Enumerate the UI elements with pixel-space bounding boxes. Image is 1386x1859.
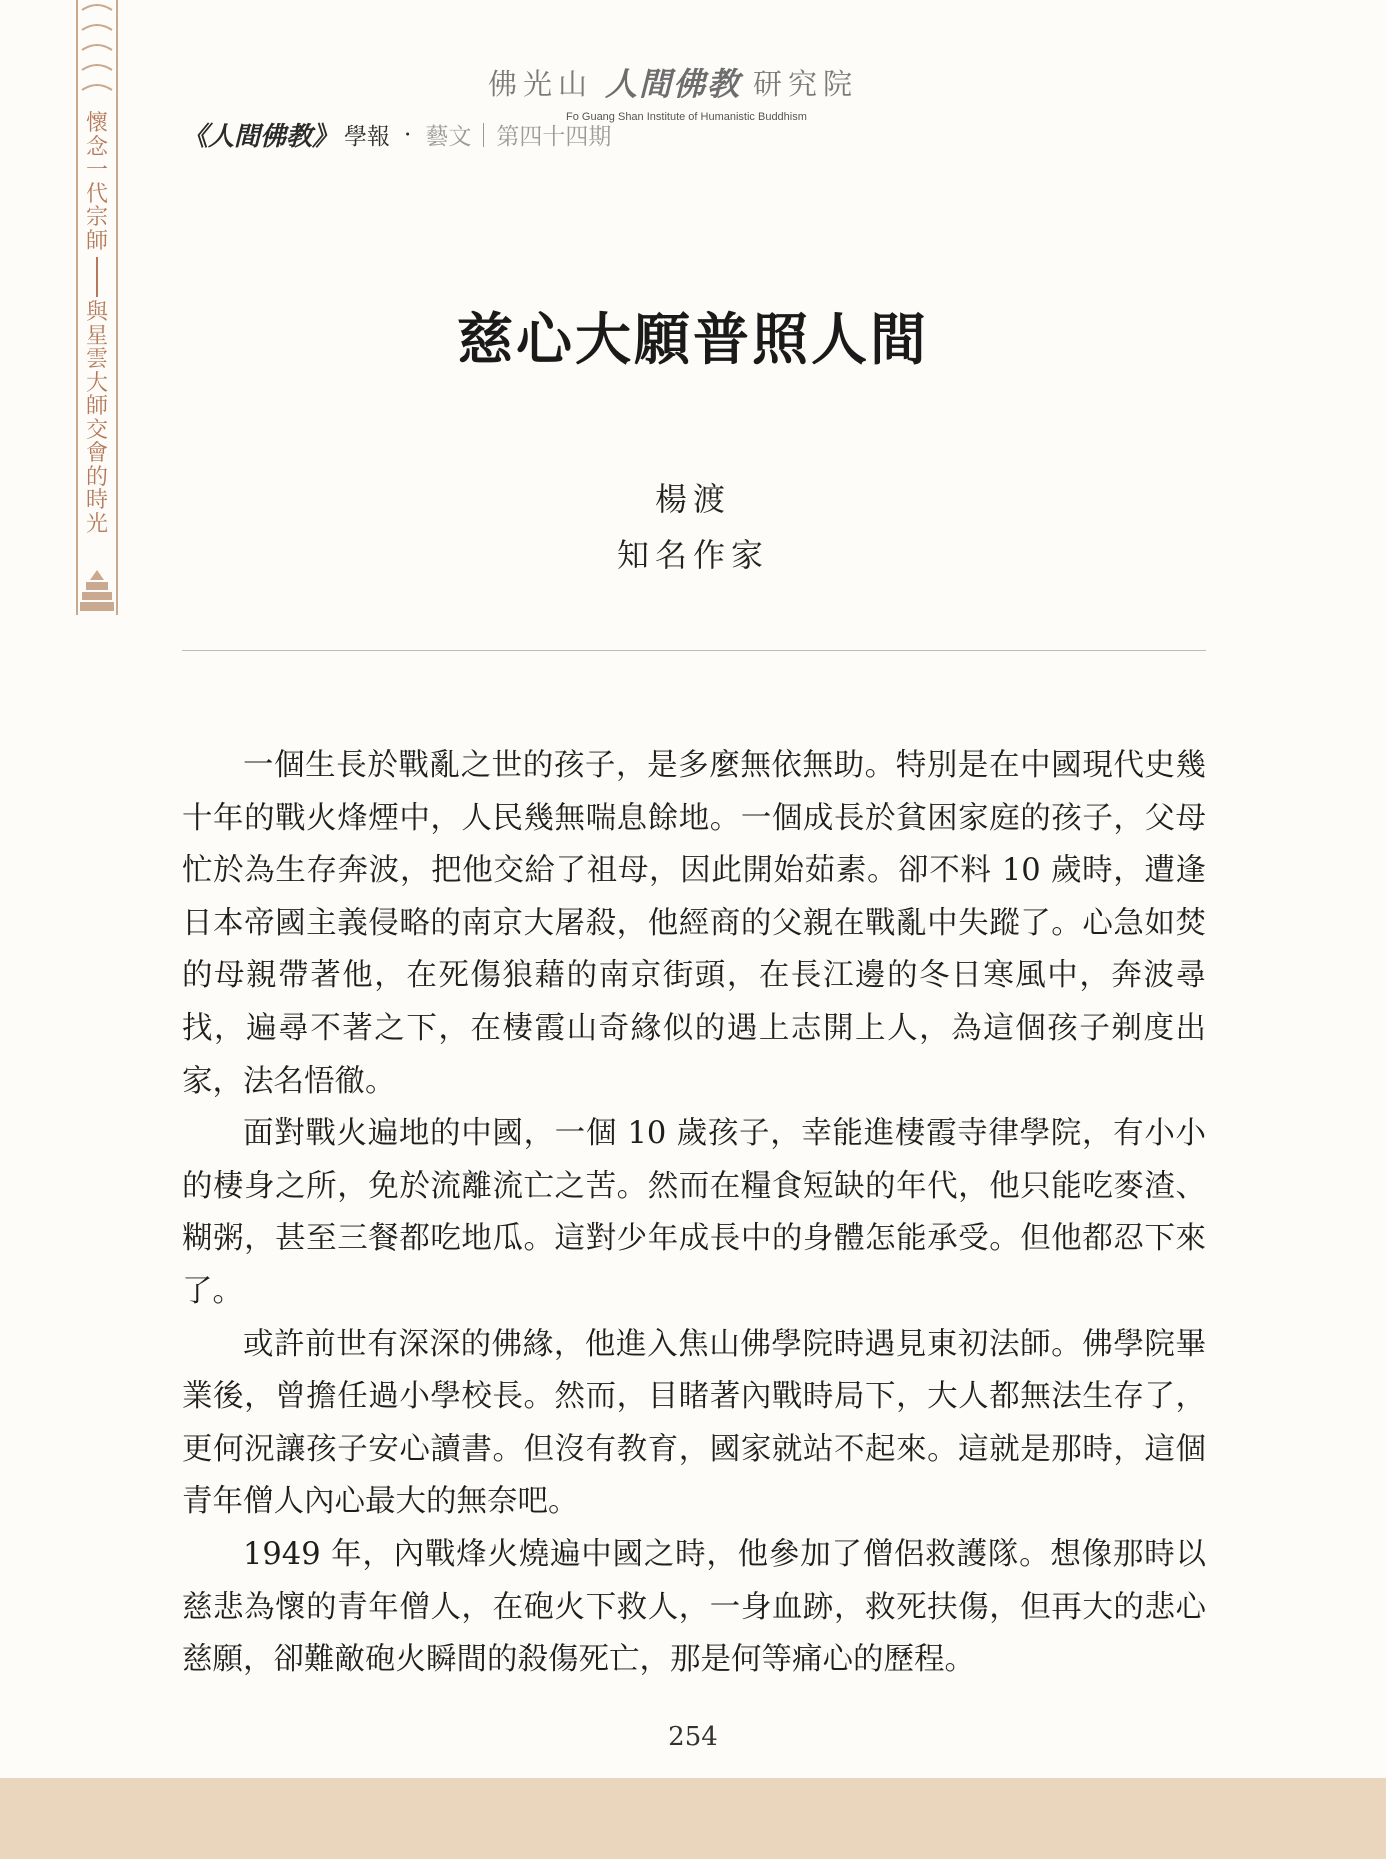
author-name: 楊渡 — [654, 480, 731, 518]
page-number: 254 — [668, 1722, 718, 1752]
body-paragraph: 一個生長於戰亂之世的孩子，是多麼無依無助。特別是在中國現代史幾十年的戰火烽煙中，人民幾無喘息餘地。一個成長於貧困家庭的孩子，父母忙於為生存奔波，把他交給了祖母，因此開始茹素。卻不料 10 歲時，遭逢日本帝國主義侵略的南京大屠殺，他經商的父親在戰亂中失蹤了。心急如焚的母親帶著他，在死傷狼藉的南京街頭，在長江邊的冬日寒風中，奔波尋找，遍尋不著之下，在棲霞山奇緣似的遇上志開上人，為這個孩子剃度出家，法名悟徹。 — [182, 748, 1206, 1099]
ribbon-char: 星 — [85, 323, 108, 349]
footer-band — [0, 1778, 1386, 1859]
article-title: 慈心大願普照人間 — [457, 307, 929, 373]
institute-suffix: 研究院 — [753, 66, 859, 101]
ribbon-char: 大 — [85, 370, 108, 396]
journal-name: 《人間佛教》 — [182, 122, 339, 152]
ribbon-char: 的 — [85, 464, 108, 490]
ribbon-char: 雲 — [85, 347, 108, 372]
journal-suffix: 學報 — [344, 124, 391, 150]
header-divider — [483, 123, 484, 147]
ribbon-dash — [96, 257, 98, 297]
body-paragraph: 1949 年，內戰烽火燒遍中國之時，他參加了僧侶救護隊。想像那時以慈悲為懷的青年僧人，在砲火下救人，一身血跡，救死扶傷，但再大的悲心慈願，卻難敵砲火瞬間的殺傷死亡，那是何等痛心的歷程。 — [182, 1536, 1206, 1678]
ribbon-char: 懷 — [85, 111, 108, 136]
ribbon-char: 師 — [85, 394, 108, 419]
ribbon-char: 宗 — [85, 205, 108, 230]
journal-running-header — [182, 116, 611, 153]
institute-english-name: Fo Guang Shan Institute of Humanistic Buddhism — [566, 111, 807, 123]
title-divider — [182, 650, 1206, 651]
ribbon-char: 師 — [85, 228, 108, 254]
institute-brand: 人間佛教 — [605, 65, 742, 103]
institute-prefix: 佛光山 — [488, 66, 594, 101]
ribbon-char: 與 — [85, 300, 108, 325]
ribbon-char: 代 — [85, 181, 108, 207]
ribbon-char: 交 — [85, 417, 108, 443]
ribbon-char: 一 — [85, 158, 108, 183]
ribbon-char: 光 — [85, 511, 108, 537]
article-body — [182, 740, 1206, 1687]
body-paragraph: 面對戰火遍地的中國，一個 10 歲孩子，幸能進棲霞寺律學院，有小小的棲身之所，免於流離流亡之苦。然而在糧食短缺的年代，他只能吃麥渣、糊粥，甚至三餐都吃地瓜。這對少年成長中的身體怎能承受。但他都忍下來了。 — [182, 1116, 1206, 1309]
author-affiliation: 知名作家 — [616, 536, 769, 574]
ribbon-char: 會 — [85, 441, 108, 466]
body-paragraph: 或許前世有深深的佛緣，他進入焦山佛學院時遇見東初法師。佛學院畢業後，曾擔任過小學校長。然而，目睹著內戰時局下，大人都無法生存了，更何況讓孩子安心讀書。但沒有教育，國家就站不起來。這就是那時，這個青年僧人內心最大的無奈吧。 — [182, 1326, 1206, 1520]
ribbon-swirl-ornament-icon — [78, 0, 116, 100]
ribbon-char: 念 — [85, 134, 108, 160]
issue-label: 第四十四期 — [496, 124, 612, 150]
ribbon-char: 時 — [85, 488, 108, 513]
section-label: 藝文 — [425, 124, 472, 150]
institute-logo — [488, 62, 908, 102]
header-dot: · — [404, 121, 412, 148]
